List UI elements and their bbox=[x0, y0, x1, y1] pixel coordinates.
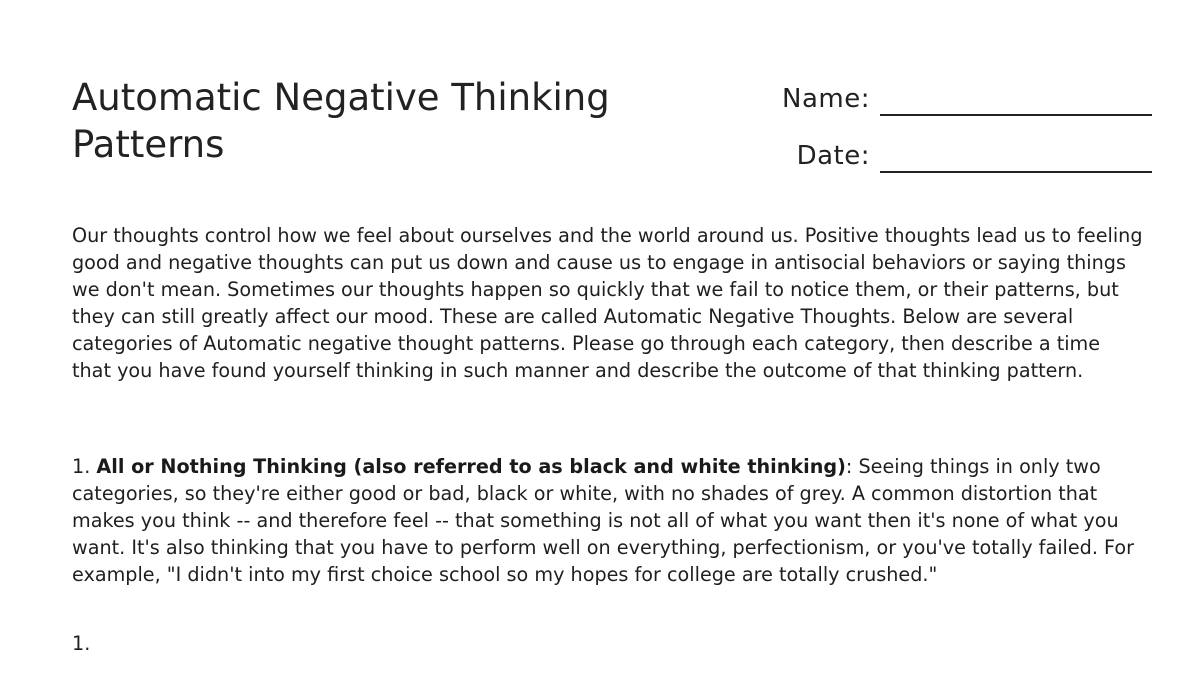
page-title: Automatic Negative Thinking Patterns bbox=[72, 76, 610, 166]
answer-number: 1. bbox=[72, 632, 91, 655]
name-field bbox=[782, 78, 1152, 116]
category-number: 1. bbox=[72, 455, 91, 478]
category-item bbox=[72, 453, 1144, 588]
name-input-line[interactable] bbox=[880, 78, 1152, 116]
answer-line[interactable] bbox=[72, 630, 90, 657]
date-label: Date: bbox=[796, 141, 870, 171]
category-description: : Seeing things in only two categories, so they're either good or bad, black or white, with no shades of grey. A common distortion that makes you think -- and therefore feel -- that something is not all of what you want then it's none of what you want. It's also thinking that you have to perform well on everything, perfectionism, or you've totally failed. For example, "I didn't into my first choice school so my hopes for college are totally crushed." bbox=[72, 455, 1135, 586]
intro-paragraph: Our thoughts control how we feel about ourselves and the world around us. Positive thoughts lead us to feeling good and negative thoughts can put us down and cause us to engage in antisocial behaviors or saying things we don't mean. Sometimes our thoughts happen so quickly that we fail to notice them, or their patterns, but they can still greatly affect our mood. These are called Automatic Negative Thoughts. Below are several categories of Automatic negative thought patterns. Please go through each category, then describe a time that you have found yourself thinking in such manner and describe the outcome of that thinking pattern. bbox=[72, 224, 1143, 382]
date-input-line[interactable] bbox=[880, 135, 1152, 173]
date-field bbox=[797, 135, 1152, 173]
name-label: Name: bbox=[782, 84, 870, 114]
category-heading: All or Nothing Thinking (also referred to as black and white thinking) bbox=[96, 455, 846, 478]
